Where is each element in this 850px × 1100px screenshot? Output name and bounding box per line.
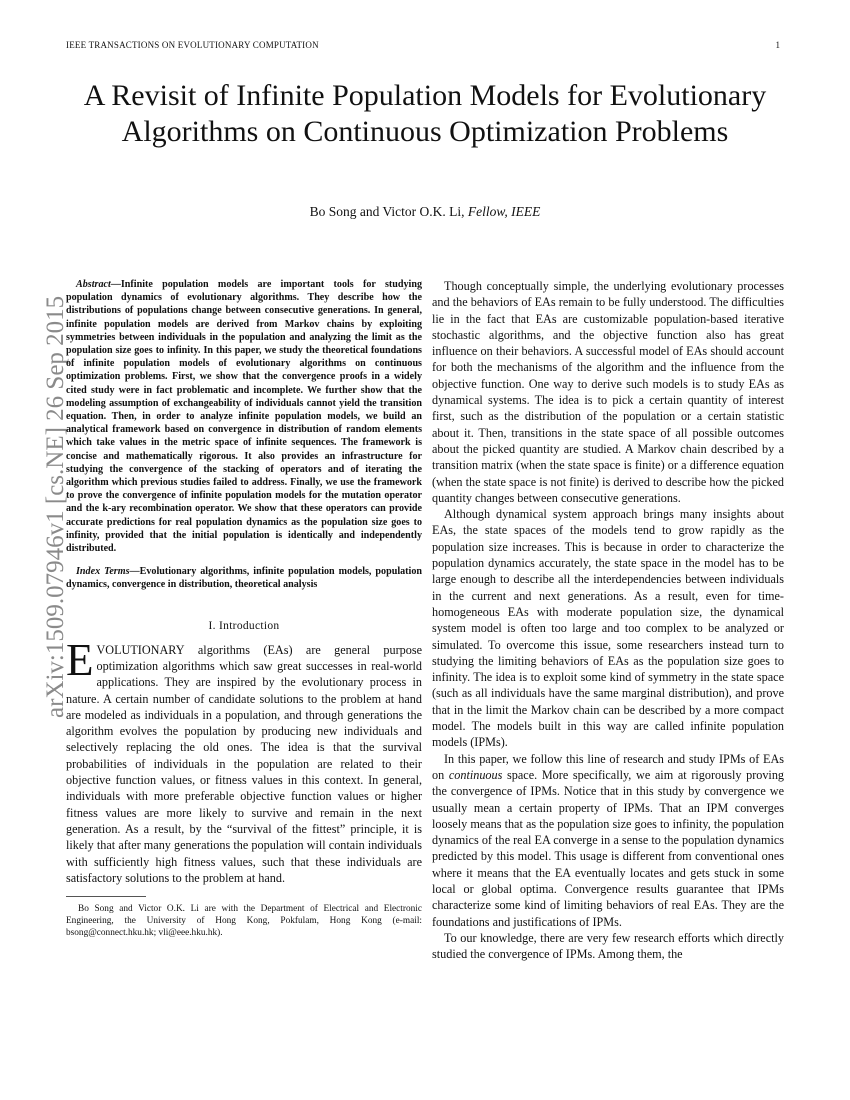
affiliation-footnote: Bo Song and Victor O.K. Li are with the Department of Electrical and Electronic Engineering, the University of Hong Kong, Pokfulam, Hong Kong (e-mail: bsong@connect.hku.hk; vli@eee.hku.hk). [66, 904, 422, 939]
index-terms-label: Index Terms [76, 566, 130, 578]
index-terms [66, 565, 422, 591]
emphasis-continuous: continuous [448, 767, 503, 782]
author-line [66, 204, 784, 220]
author-fellowship: Fellow, IEEE [467, 204, 541, 219]
paper-title: A Revisit of Infinite Population Models for Evolutionary Algorithms on Continuous Optimization Problems [83, 79, 767, 148]
body-paragraph-3-start: In this paper, we follow this line of research and study IPMs of EAs on [432, 751, 784, 782]
right-column [432, 278, 784, 962]
body-paragraph-2: Although dynamical system approach brings many insights about EAs, the state spaces of the models tend to grow rapidly as the population size increases. This is because in order to characterize the population dynamics accurately, the state space in the model has to be large enough to describe all the interdependencies between individuals in the current and next generations. As a result, even for time-homogeneous EAs with moderate population size, the dynamical system model is often too large and too complex to be analyzed or simulated. To overcome this issue, some researchers instead turn to studying the limiting behaviors of EAs as the population size goes to infinity. The idea is to exploit some kind of symmetry in the state space (such as all individuals have the same marginal distribution), and prove that in the limit the Markov chain can be described by a more compact model. The models built in this way are called infinite population models (IPMs). [432, 507, 784, 750]
intro-paragraph-1 [66, 634, 422, 886]
author-names: Bo Song and Victor O.K. Li, [309, 204, 465, 219]
abstract-label: Abstract [76, 279, 111, 290]
index-terms-text: —Evolutionary algorithms, infinite population models, population dynamics, convergence in distribution, theoretical analysis [66, 566, 422, 591]
body-paragraph-1: Though conceptually simple, the underlying evolutionary processes and the behaviors of EAs remain to be fully understood. The difficulties lie in the fact that EAs are customizable population-based iterative stochastic algorithms, and the objective function also has great influence on their behaviors. A successful model of EAs should account for both the mechanisms of the algorithm and the influence from the objective function. One way to derive such models is to study EAs as dynamical systems. The idea is to pick a certain quantity of interest first, such as the distribution of the population or a certain statistic about it. Then, transitions in the state space of all possible outcomes about the picked quantity are studied. A Markov chain described by a transition matrix (when the state space is finite) or a difference equation (when the state space is not finite) is derived to describe how the picked quantity changes between consecutive generations. [432, 279, 784, 505]
journal-header: IEEE TRANSACTIONS ON EVOLUTIONARY COMPUTATION [66, 40, 319, 50]
body-paragraph-3-rest: space. More specifically, we aim at rigorously proving the convergence of IPMs. Notice that in this study by convergence we usually mean a certain property of IPMs. That an IPM converges loosely means that as the population size goes to infinity, the population dynamics of the real EA converge in a sense to the population dynamics predicted by this model. This usage is different from conventional ones where it means that the EA eventually locates and gets stuck in some local or global optima. Convergence results guarantee that IPMs characterize some kind of limiting behaviors of real EAs. They are the foundations and justifications of IPMs. [432, 767, 785, 929]
section-heading-introduction: I. Introduction [208, 619, 280, 632]
abstract [66, 278, 422, 555]
body-paragraph-4: To our knowledge, there are very few research efforts which directly studied the convergence of IPMs. Among them, the [432, 930, 784, 962]
footnote-divider [66, 896, 146, 897]
abstract-text: —Infinite population models are important tools for studying population dynamics of evolutionary algorithms. They describe how the distributions of populations change between consecutive generations. In general, infinite population models are derived from Markov chains by exploiting symmetries between individuals in the population and analyzing the limit as the population size goes to infinity. In this paper, we study the theoretical foundations of infinite population models of evolutionary algorithms on continuous optimization problems. First, we show that the convergence proofs in a widely cited study were in fact problematic and incomplete. We further show that the modeling assumption of exchangeability of individuals cannot yield the transition equation. Then, in order to analyze infinite population models, we build an analytical framework based on convergence in distribution of random elements which take values in the metric space of infinite sequences. The framework is concise and mathematically rigorous. It also provides an infrastructure for studying the convergence of the stacking of operators and of iterating the algorithm which previous studies failed to address. Finally, we use the framework to prove the convergence of infinite population models for the mutation operator and the k-ary recombination operator. We show that these operators can provide accurate predictions for real population dynamics as the population size goes to infinity, provided that the initial population is identically and independently distributed. [66, 279, 422, 555]
body-paragraph-3 [432, 751, 784, 930]
arxiv-identifier-stamp: arXiv:1509.07946v1 [cs.NE] 26 Sep 2015 [42, 295, 69, 718]
left-column [66, 278, 422, 939]
intro-first-word: VOLUTIONARY [96, 642, 185, 657]
page-number: 1 [775, 40, 780, 50]
drop-cap: E [66, 634, 94, 685]
intro-paragraph-text: algorithms (EAs) are general purpose optimization algorithms which saw great successes in real-world applications. They are inspired by the evolutionary process in nature. A certain number of candidate solutions to the problem at hand are modeled as individuals in a population, and through generations the algorithm evolves the population by producing new individuals and selectively replacing the old ones. The idea is that the survival probabilities of individuals in the population are related to their objective function values, or fitness values in this context. In general, individuals with more preferable objective function values or higher fitness values are more likely to survive and remain in the next generation. As a result, by the “survival of the fittest” principle, it is likely that after many generations the population will contain individuals with sufficiently high fitness values, such that these individuals are satisfactory solutions to the problem at hand. [66, 642, 422, 885]
